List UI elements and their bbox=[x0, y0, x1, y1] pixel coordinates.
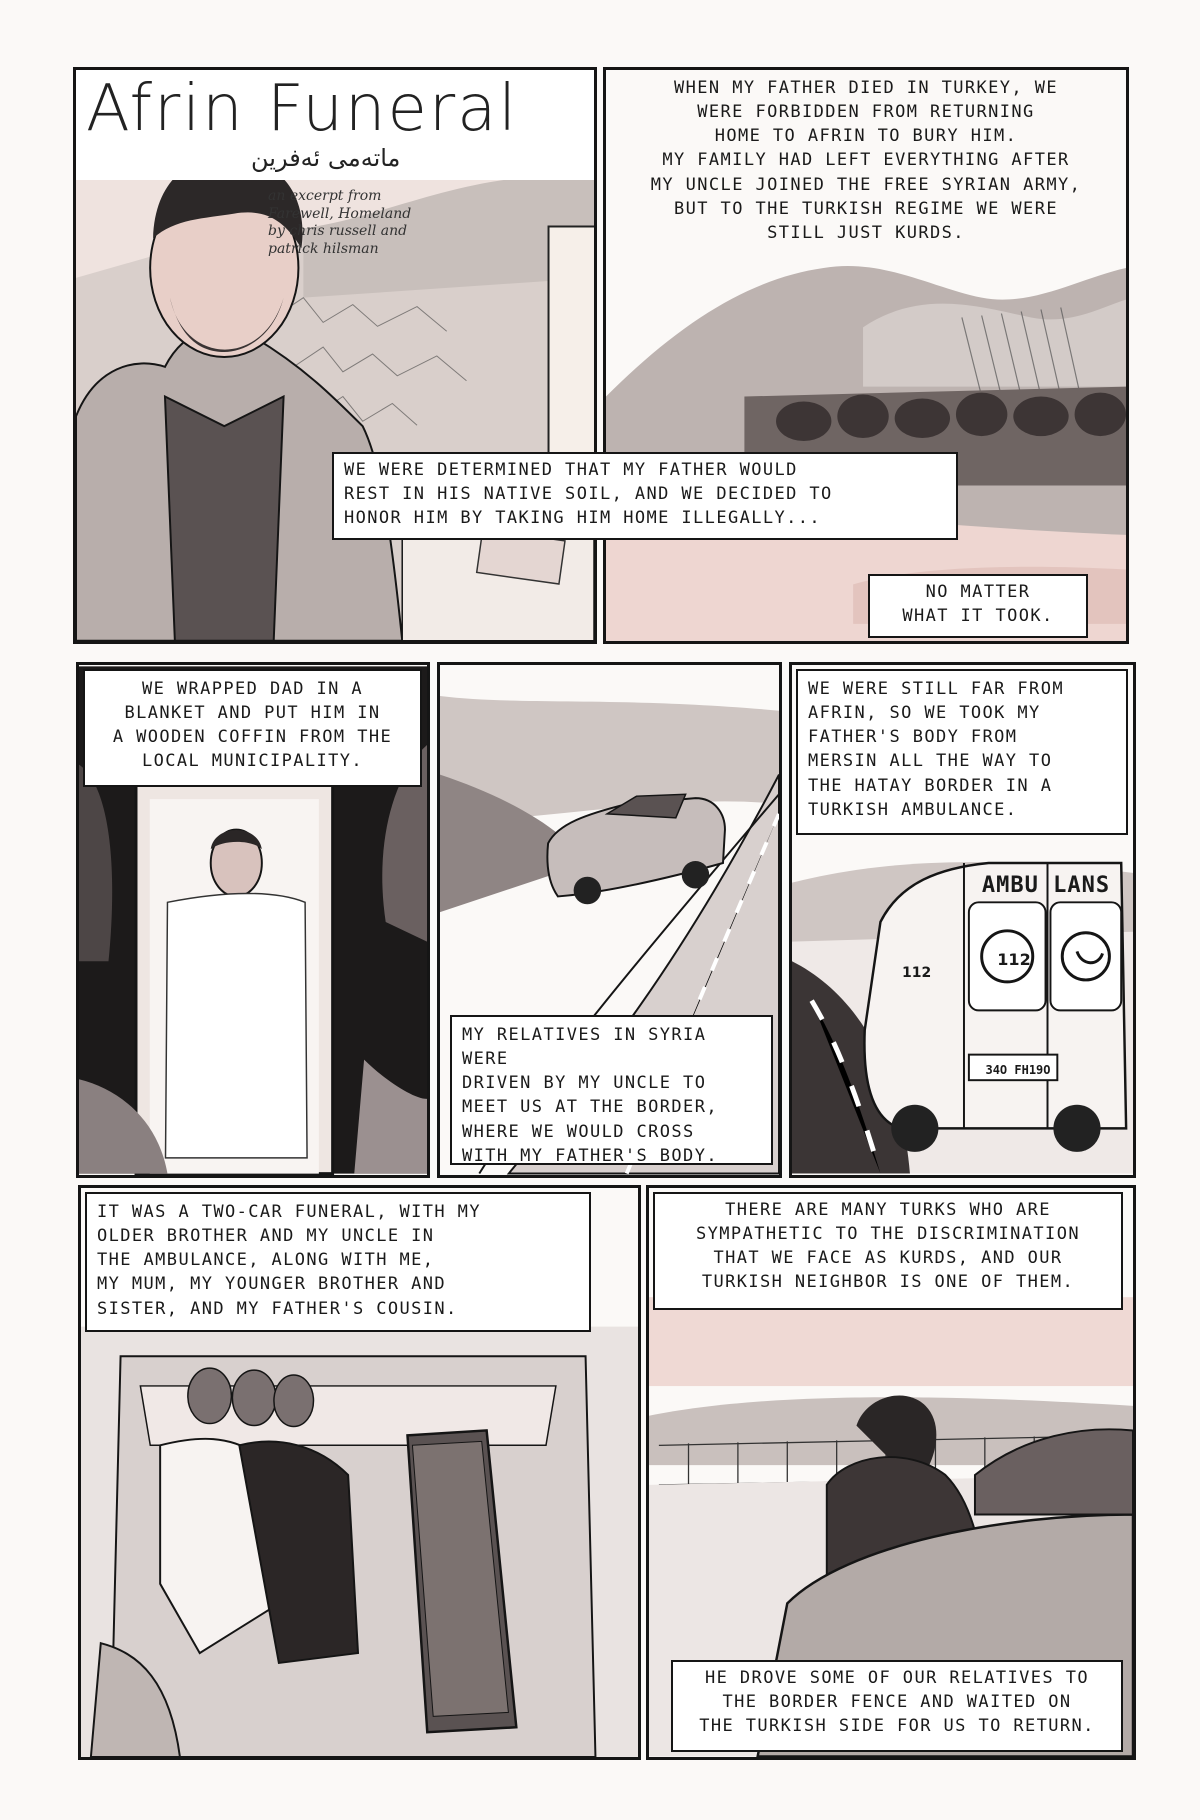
ambulance-emblem-number: 112 bbox=[997, 950, 1031, 969]
caption-determined: WE WERE DETERMINED THAT MY FATHER WOULD REST IN HIS NATIVE SOIL, AND WE DECIDED TO HONOR HIM BY TAKING HIM HOME ILLEGALLY... bbox=[332, 452, 958, 540]
caption-wrapped-dad: WE WRAPPED DAD IN A BLANKET AND PUT HIM IN A WOODEN COFFIN FROM THE LOCAL MUNICIPALITY. bbox=[83, 669, 422, 787]
panel-title bbox=[73, 67, 597, 644]
ambulance-sign: AMBU LANS bbox=[981, 873, 1111, 898]
caption-two-car-funeral: IT WAS A TWO-CAR FUNERAL, WITH MY OLDER BROTHER AND MY UNCLE IN THE AMBULANCE, ALONG WITH ME, MY MUM, MY YOUNGER BROTHER AND SISTER, AND MY FATHER'S COUSIN. bbox=[85, 1192, 591, 1332]
credit-line: an excerpt from Farewell, Homeland by chris russell and patrick hilsman bbox=[268, 188, 412, 257]
caption-no-matter: NO MATTER WHAT IT TOOK. bbox=[868, 574, 1088, 638]
panel-road bbox=[437, 662, 782, 1178]
panel-ambulance bbox=[789, 662, 1136, 1178]
ambulance-plate: 34O FH19O bbox=[985, 1063, 1051, 1077]
caption-he-drove: HE DROVE SOME OF OUR RELATIVES TO THE BORDER FENCE AND WAITED ON THE TURKISH SIDE FOR US TO RETURN. bbox=[671, 1660, 1123, 1752]
panel-border-fence bbox=[646, 1185, 1136, 1760]
caption-father-died: WHEN MY FATHER DIED IN TURKEY, WE WERE FORBIDDEN FROM RETURNING HOME TO AFRIN TO BURY HIM. MY FAMILY HAD LEFT EVERYTHING AFTER MY UNCLE JOINED THE FREE SYRIAN ARMY, BUT TO THE TURKISH REGIME WE WERE STILL JUST KURDS. bbox=[609, 72, 1123, 256]
ambulance-side-number: 112 bbox=[902, 965, 932, 981]
caption-still-far: WE WERE STILL FAR FROM AFRIN, SO WE TOOK MY FATHER'S BODY FROM MERSIN ALL THE WAY TO THE HATAY BORDER IN A TURKISH AMBULANCE. bbox=[796, 669, 1128, 835]
panel-coffin bbox=[76, 662, 430, 1178]
comic-title-arabic: ماتەمی ئەفرین bbox=[251, 144, 401, 172]
ambulance-vehicle bbox=[864, 863, 1126, 1152]
panel-ambulance-interior bbox=[78, 1185, 641, 1760]
title-box bbox=[76, 70, 594, 180]
comic-title: Afrin Funeral bbox=[86, 72, 519, 146]
caption-relatives-syria: MY RELATIVES IN SYRIA WERE DRIVEN BY MY UNCLE TO MEET US AT THE BORDER, WHERE WE WOULD CROSS WITH MY FATHER'S BODY. bbox=[450, 1015, 773, 1165]
caption-many-turks: THERE ARE MANY TURKS WHO ARE SYMPATHETIC TO THE DISCRIMINATION THAT WE FACE AS KURDS, AND OUR TURKISH NEIGHBOR IS ONE OF THEM. bbox=[653, 1192, 1123, 1310]
